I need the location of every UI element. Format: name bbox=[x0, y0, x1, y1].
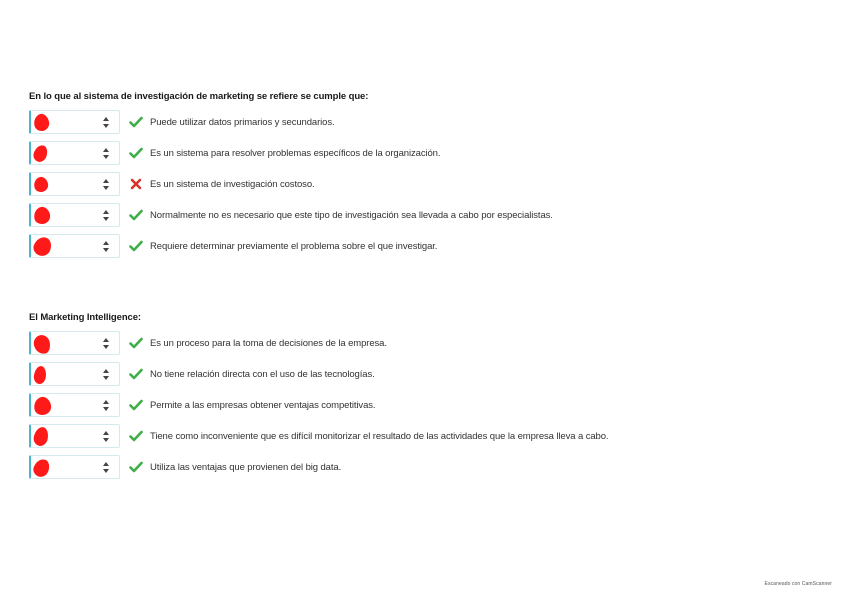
answer-row bbox=[29, 202, 829, 228]
redaction-mark bbox=[32, 426, 49, 447]
up-down-arrows-icon bbox=[103, 117, 109, 128]
check-icon bbox=[129, 398, 143, 412]
up-down-arrows-icon bbox=[103, 400, 109, 411]
answer-row bbox=[29, 423, 829, 449]
answer-statement: Normalmente no es necesario que este tipo de investigación sea llevada a cabo por especialistas. bbox=[150, 209, 553, 221]
answer-row bbox=[29, 233, 829, 259]
up-down-arrows-icon bbox=[103, 179, 109, 190]
up-down-arrows-icon bbox=[103, 431, 109, 442]
answer-row bbox=[29, 454, 829, 480]
answer-select[interactable] bbox=[29, 234, 120, 258]
answer-statement: Es un proceso para la toma de decisiones de la empresa. bbox=[150, 337, 387, 349]
answer-select[interactable] bbox=[29, 424, 120, 448]
answer-row bbox=[29, 361, 829, 387]
answer-select[interactable] bbox=[29, 331, 120, 355]
answer-statement: Utiliza las ventajas que provienen del big data. bbox=[150, 461, 342, 473]
answer-row bbox=[29, 330, 829, 356]
answer-statement: Requiere determinar previamente el problema sobre el que investigar. bbox=[150, 240, 438, 252]
redaction-mark bbox=[33, 176, 50, 194]
up-down-arrows-icon bbox=[103, 241, 109, 252]
answer-select[interactable] bbox=[29, 172, 120, 196]
answer-row bbox=[29, 109, 829, 135]
scanner-watermark: Escaneado con CamScanner bbox=[764, 581, 832, 587]
question-1 bbox=[29, 91, 829, 264]
check-icon bbox=[129, 146, 143, 160]
answer-row bbox=[29, 171, 829, 197]
redaction-mark bbox=[32, 334, 52, 356]
answer-select[interactable] bbox=[29, 203, 120, 227]
redaction-mark bbox=[32, 206, 51, 226]
answer-statement: Es un sistema para resolver problemas específicos de la organización. bbox=[150, 147, 441, 159]
check-icon bbox=[129, 239, 143, 253]
answer-statement: No tiene relación directa con el uso de las tecnologías. bbox=[150, 368, 375, 380]
up-down-arrows-icon bbox=[103, 462, 109, 473]
up-down-arrows-icon bbox=[103, 148, 109, 159]
redaction-mark bbox=[32, 395, 52, 416]
up-down-arrows-icon bbox=[103, 210, 109, 221]
redaction-mark bbox=[32, 113, 50, 133]
answer-select[interactable] bbox=[29, 141, 120, 165]
redaction-mark bbox=[31, 235, 53, 259]
check-icon bbox=[129, 367, 143, 381]
answer-select[interactable] bbox=[29, 110, 120, 134]
answer-statement: Puede utilizar datos primarios y secundarios. bbox=[150, 116, 335, 128]
answer-statement: Permite a las empresas obtener ventajas competitivas. bbox=[150, 399, 376, 411]
up-down-arrows-icon bbox=[103, 369, 109, 380]
check-icon bbox=[129, 460, 143, 474]
answer-statement: Tiene como inconveniente que es difícil monitorizar el resultado de las actividades que la empresa lleva a cabo. bbox=[150, 430, 609, 442]
redaction-mark bbox=[31, 457, 52, 479]
question-2-title: El Marketing Intelligence: bbox=[29, 312, 141, 323]
answer-select[interactable] bbox=[29, 362, 120, 386]
up-down-arrows-icon bbox=[103, 338, 109, 349]
check-icon bbox=[129, 336, 143, 350]
check-icon bbox=[129, 429, 143, 443]
answer-row bbox=[29, 140, 829, 166]
cross-icon bbox=[129, 177, 143, 191]
answer-select[interactable] bbox=[29, 455, 120, 479]
check-icon bbox=[129, 115, 143, 129]
question-2 bbox=[29, 312, 829, 485]
question-1-title: En lo que al sistema de investigación de marketing se refiere se cumple que: bbox=[29, 91, 369, 102]
redaction-mark bbox=[33, 366, 47, 385]
redaction-mark bbox=[32, 143, 50, 163]
answer-statement: Es un sistema de investigación costoso. bbox=[150, 178, 315, 190]
check-icon bbox=[129, 208, 143, 222]
answer-select[interactable] bbox=[29, 393, 120, 417]
answer-row bbox=[29, 392, 829, 418]
